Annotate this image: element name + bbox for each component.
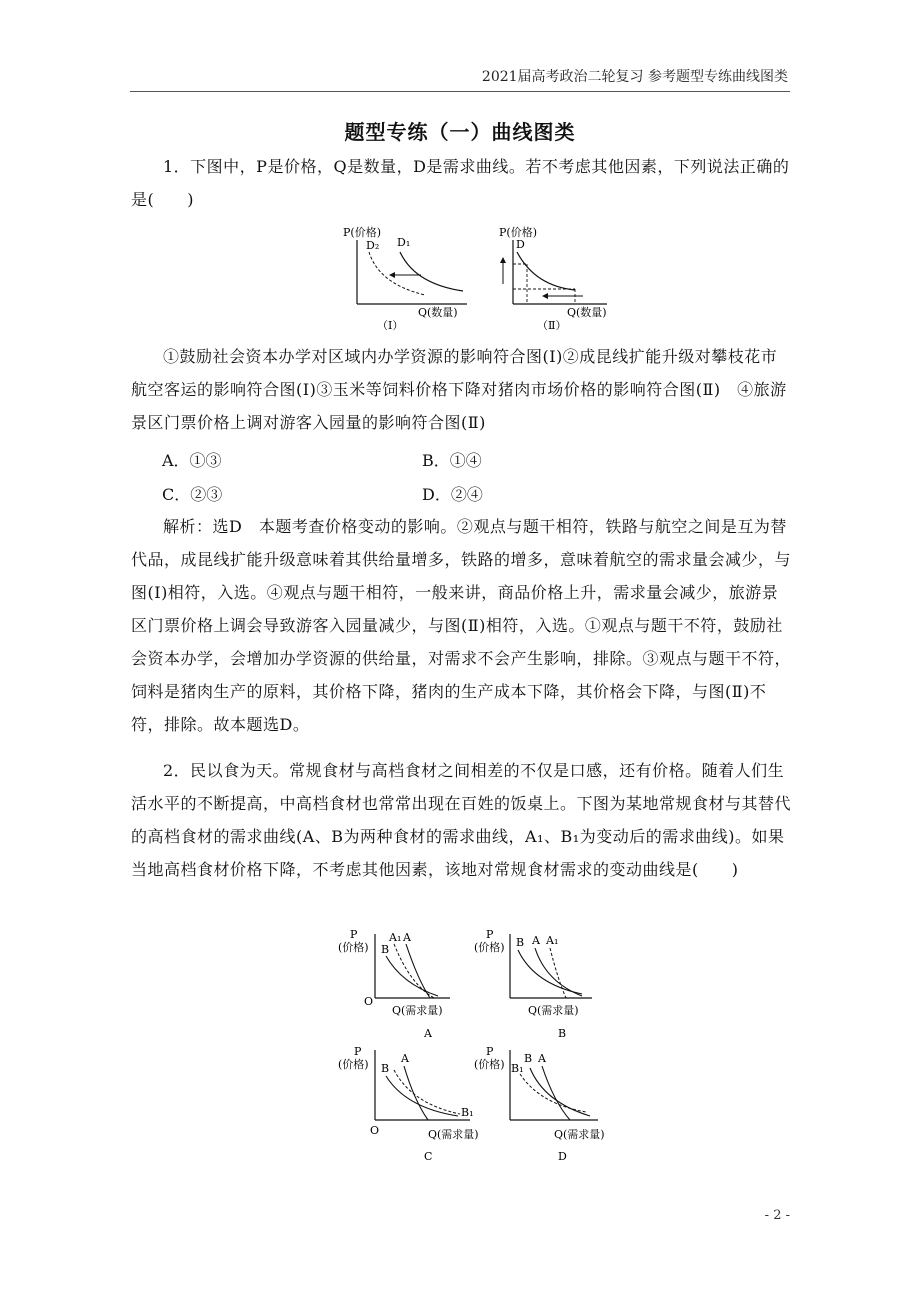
graph-1-d2-label: D₂ [366, 239, 380, 252]
panel-c-origin: O [370, 1124, 380, 1137]
panel-d-price-label: (价格) [474, 1058, 505, 1071]
panel-c-b1-label: B₁ [461, 1106, 474, 1119]
option-c: C．②③ [162, 485, 223, 504]
panel-a-a1-label: A₁ [389, 931, 402, 944]
panel-d-quantity-label: Q(需求量) [554, 1128, 605, 1141]
question-1-analysis: 解析：选D 本题考查价格变动的影响。②观点与题干相符，铁路与航空之间是互为替代品，成昆线扩能升级意味着其供给量增多，铁路的增多，意味着航空的需求量会减少，与图(Ⅰ)相符，入选。④观点与题干相符，一般来讲，商品价格上升，需求量会减少，旅游景区门票价格上调会导致游客入园量减少，与图(Ⅱ)相符，入选。①观点与题干不符，鼓励社会资本办学，会增加办学资源的供给量，对需求不会产生影响，排除。③观点与题干不符，饲料是猪肉生产的原料，其价格下降，猪肉的生产成本下降，其价格会下降，与图(Ⅱ)不符，排除。故本题选D。 [131, 517, 792, 734]
panel-a-caption: A [424, 1027, 432, 1040]
demand-curve-d [517, 252, 575, 290]
panel-b-a-label: A [532, 934, 540, 947]
panel-c-a-label: A [401, 1052, 409, 1065]
graph-1-quantity-label: Q(数量) [418, 306, 458, 319]
panel-b-b-label: B [516, 936, 525, 949]
panel-c-price-label: (价格) [338, 1058, 369, 1071]
question-1-stem: 1．下图中，P是价格，Q是数量，D是需求曲线。若不考虑其他因素，下列说法正确的是( ) [131, 157, 790, 209]
panel-b-p: P [486, 928, 494, 941]
demand-curve-d1 [400, 252, 463, 291]
panel-d [474, 1045, 605, 1163]
panel-a-quantity-label: Q(需求量) [392, 1004, 443, 1017]
panel-a-a-label: A [403, 931, 411, 944]
graph-1 [343, 225, 467, 332]
panel-b-quantity-label: Q(需求量) [528, 1004, 579, 1017]
panel-a-p: P [350, 928, 358, 941]
question-1-figure [335, 222, 625, 334]
panel-d-caption: D [558, 1150, 567, 1163]
option-a: A．①③ [162, 451, 222, 470]
graph-2-caption: （Ⅱ） [537, 319, 567, 332]
graph-2 [499, 225, 607, 332]
panel-b [474, 928, 592, 1040]
panel-c-p: P [354, 1045, 362, 1058]
page-header: 2021届高考政治二轮复习 参考题型专练曲线图类 [481, 69, 788, 85]
panel-d-p: P [486, 1045, 494, 1058]
question-2-stem: 2．民以食为天。常规食材与高档食材之间相差的不仅是口感，还有价格。随着人们生活水平的不断提高，中高档食材也常常出现在百姓的饭桌上。下图为某地常规食材与其替代的高档食材的需求曲线(A、B为两种食材的需求曲线，A₁、B₁为变动后的需求曲线)。如果当地高档食材价格下降，不考虑其他因素，该地对常规食材需求的变动曲线是( ) [131, 761, 792, 879]
graph-2-d-label: D [516, 238, 525, 251]
graph-1-price-label: P(价格) [343, 226, 381, 239]
page-title: 题型专练（一）曲线图类 [344, 120, 576, 144]
graph-1-caption: （Ⅰ） [377, 319, 404, 332]
panel-d-a-label: A [538, 1052, 546, 1065]
panel-a-price-label: (价格) [338, 941, 369, 954]
graph-2-quantity-label: Q(数量) [567, 306, 607, 319]
graph-1-d1-label: D₁ [397, 236, 411, 249]
panel-d-b-label: B [524, 1052, 533, 1065]
option-b: B．①④ [422, 451, 482, 470]
option-d: D．②④ [422, 485, 483, 504]
question-2-figure [330, 922, 630, 1167]
panel-b-caption: B [558, 1027, 567, 1040]
panel-b-a1-label: A₁ [546, 934, 559, 947]
panel-c-quantity-label: Q(需求量) [428, 1128, 479, 1141]
panel-a [338, 928, 450, 1040]
panel-c-caption: C [424, 1150, 433, 1163]
header-divider [130, 91, 790, 92]
panel-b-price-label: (价格) [474, 941, 505, 954]
page-number: - 2 - [764, 1208, 790, 1223]
question-1-statements: ①鼓励社会资本办学对区域内办学资源的影响符合图(Ⅰ)②成昆线扩能升级对攀枝花市航空客运的影响符合图(Ⅰ)③玉米等饲料价格下降对猪肉市场价格的影响符合图(Ⅱ) ④旅游景区门票价格上调对游客入园量的影响符合图(Ⅱ) [131, 347, 787, 432]
graph-2-price-label: P(价格) [499, 226, 537, 239]
panel-c-b-label: B [381, 1062, 390, 1075]
panel-a-origin: O [364, 995, 374, 1008]
panel-c [338, 1045, 479, 1163]
panel-d-b1-label: B₁ [511, 1062, 524, 1075]
panel-a-b-label: B [381, 943, 390, 956]
